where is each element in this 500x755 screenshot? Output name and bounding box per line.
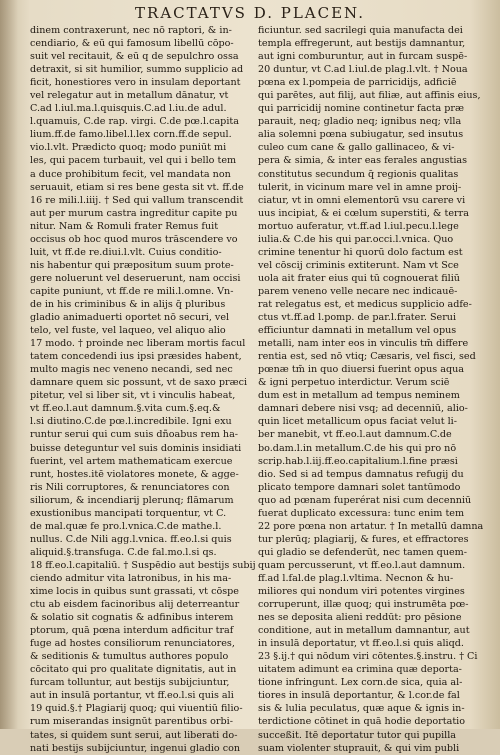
text-line: C.ad l.iul.ma.l.quisquis.C.ad l.iu.de adul. [30, 103, 227, 115]
text-line: alia solemni pœna subiugatur, sed insutus [258, 129, 464, 141]
text-line: ris Nili corruptores, & renunciatores con [30, 481, 230, 493]
text-line: ctus vt.ff.ad l.pomp. de par.l.frater. Serui [258, 312, 457, 324]
text-line: fuge ad hostes consiliorum renunciatores, [30, 638, 235, 650]
text-line: suam violenter stuprauit, & qui vim publi [258, 742, 460, 754]
text-line: nitur. Nam & Romuli frater Remus fuit [30, 220, 219, 232]
text-line: ciendo admitur vita latronibus, in his ma- [30, 572, 232, 584]
text-line: & solatio sit cognatis & adfinibus interem [30, 612, 234, 624]
text-line: furcam tolluntur, aut bestijs subijciuntur, [30, 677, 230, 689]
text-line: les, qui pacem turbauit, vel qui i bello tem [30, 155, 237, 167]
text-line: 17 modo. † proinde nec liberam mortis facul [30, 338, 246, 350]
text-line: bo.dam.l.in metallum.C.de his qui pro nō [258, 442, 457, 454]
text-line: cōcitato qui pro qualitate dignitatis, aut in [30, 664, 237, 676]
text-line: damnare quem sic possunt, vt de saxo præci [30, 377, 248, 389]
text-line: 20 duntur, vt C.ad l.iul.de plag.l.vlt. † Noua [258, 64, 468, 76]
text-line: parem veneno velle necare nec indicauē- [258, 285, 458, 297]
text-line: 22 pore pœna non artatur. † In metallū damna [258, 520, 484, 532]
text-line: uitatem adimunt ea crimina quæ deporta- [258, 664, 462, 676]
text-line: fuerint, vel artem mathematicam exercue [30, 455, 233, 467]
text-line: aliquid.§.transfuga. C.de fal.mo.l.si qs. [30, 546, 217, 558]
text-line: constitutus secundum q̄ regionis qualitas [258, 168, 459, 180]
text-line: ff.ad l.fal.de plag.l.vltima. Necnon & hu- [258, 572, 454, 584]
text-line: nis habentur qui præpositum suum prote- [30, 259, 234, 271]
text-line: iulia.& C.de his qui par.occi.l.vnica. Quo [258, 233, 454, 245]
text-line: l.si diutino.C.de pœ.l.incredibile. Igni exu [30, 416, 232, 428]
text-line: templa effregerunt, aut bestijs damnantur, [258, 38, 466, 50]
text-line: fuerat duplicato excessura: tunc enim tem [258, 507, 465, 519]
text-line: siliorum, & incendiarij plerunq; flāmarum [30, 494, 234, 506]
text-line: tiores in insulā deportantur, & l.cor.de fal [258, 690, 460, 702]
text-line: & igni perpetuo interdictur. Verum sciē [258, 377, 450, 389]
text-line: quin licet metallicum opus faciat velut li- [258, 416, 457, 428]
text-line: uola ait frater eius qui tū cognouerat filiū [258, 272, 460, 284]
text-line: suit vel recitauit, & eū q de sepulchro ossa [30, 51, 239, 63]
text-line: multo magis nec veneno necandi, sed nec [30, 364, 233, 376]
text-line: succeßit. Itē deportatur tutor qui pupilla [258, 729, 457, 741]
text-line: telo, vel fuste, vel laqueo, vel aliquo alio [30, 325, 226, 337]
text-line: parauit, neq; gladio neq; ignibus neq; vlla [258, 116, 462, 128]
text-line: dinem contraxerunt, nec nō raptori, & in- [30, 25, 232, 36]
text-line: capite puniunt, vt ff.de re mili.l.omne. Vn- [30, 285, 234, 297]
text-line: pœna ex l.pompeia de parricidijs, adficiē [258, 77, 457, 89]
text-line: pera & simia, & inter eas ferales angustias [258, 155, 468, 167]
text-line: mortuo auferatur, vt.ff.ad l.iul.pecu.l.lege [258, 220, 459, 232]
text-line: l.quamuis, C.de rap. virgi. C.de pœ.l.capita [30, 116, 239, 128]
text-line: 16 re mili.l.iiij. † Sed qui vallum transcendit [30, 194, 244, 206]
running-head: TRACTATVS D. PLACEN. [135, 4, 365, 22]
text-line: 23 §.ij.† qui nōdum viri cōtentes.§.instru. † Ci [258, 651, 478, 663]
text-line: corruperunt, illæ quoq; qui instrumēta pœ- [258, 599, 469, 611]
text-line: tulerit, in vicinum mare vel in amne proij- [258, 181, 462, 193]
text-line: dio. Sed si ad tempus damnatus refugij du [258, 468, 464, 480]
text-line: xime locis in quibus sunt grassati, vt cōspe [30, 586, 239, 598]
text-line: gere noluerunt vel deseruerunt, nam occisi [30, 272, 241, 284]
text-line: metalli, nam inter eos in vinculis tm̄ differe [258, 338, 469, 350]
text-line: buisse deteguntur vel suis dominis insidiati [30, 442, 242, 454]
text-line: gladio animaduerti oportet nō securi, vel [30, 312, 230, 324]
text-line: pitetur, vel si liber sit, vt i vinculis habeat, [30, 390, 236, 402]
text-line: qui gladio se defenderūt, nec tamen quem- [258, 546, 468, 558]
text-line: tates, si quidem sunt serui, aut liberati do- [30, 729, 238, 741]
text-line: quo ad pœnam fuperérat nisi cum decenniū [258, 494, 472, 506]
text-line: a duce prohibitum fecit, vel mandata non [30, 168, 231, 180]
text-line: qui parricidij nomine continetur facta præ [258, 103, 465, 115]
text-line: aut in insulā portantur, vt ff.eo.l.si quis ali [30, 690, 234, 702]
text-line: scrip.hab.l.iij.ff.eo.capitalium.l.fine præsi [258, 455, 458, 467]
text-line: ptorum, quā pœna interdum adficitur traf [30, 625, 234, 637]
text-line: ber manebit, vt ff.eo.l.aut damnum.C.de [258, 429, 452, 441]
text-line: ficiuntur. sed sacrilegi quia manufacta dei [258, 25, 463, 36]
text-line: vio.l.vlt. Prædicto quoq; modo puniūt mi [30, 142, 227, 154]
text-line: quam percusserunt, vt ff.eo.l.aut damnum. [258, 559, 466, 571]
text-line: efficiuntur damnati in metallum vel opus [258, 325, 457, 337]
text-line: rum miserandas insignūt parentibus orbi- [30, 716, 233, 728]
text-line: crimine tenentur hi quorū dolo factum est [258, 246, 463, 258]
text-line: pœnæ tm̄ in quo diuersi fuerint opus aqua [258, 364, 464, 376]
text-line: nullus. C.de Nili agg.l.vnica. ff.eo.l.si quis [30, 533, 232, 545]
text-line: detraxit, si sit humilior, summo supplicio ad [30, 64, 244, 76]
text-line: ciatur, vt in omni elementorū vsu carere vi [258, 194, 466, 206]
text-line: sis & lulia peculatus, quæ aque & ignis in- [258, 703, 465, 715]
binding-shadow [0, 0, 18, 729]
text-line: vel cōscij criminis extiterunt. Nam vt Sce [258, 259, 459, 271]
text-line: rat relegatus est, et medicus supplicio adfe- [258, 298, 472, 310]
text-line: conditione, aut in metallum damnantur, aut [258, 625, 470, 637]
text-line: plicato tempore damnari solet tantūmodo [258, 481, 461, 493]
text-line: de mal.quæ fe pro.l.vnica.C.de mathe.l. [30, 520, 222, 532]
text-line: exustionibus mancipati torquentur, vt C. [30, 507, 227, 519]
text-line: uus incipiat, & ei cœlum superstiti, & terra [258, 207, 469, 219]
text-line: lium.ff.de famo.libel.l.lex corn.ff.de sepul. [30, 129, 232, 141]
text-line: ficit, honestiores vero in insulam deportant [30, 77, 241, 89]
text-line: cendiario, & eū qui famosum libellū cōpo- [30, 38, 234, 50]
text-line: 18 ff.eo.l.capitaliū. † Suspēdio aut bestijs subij [30, 559, 256, 571]
text-line: culeo cum cane & gallo gallinaceo, & vi- [258, 142, 455, 154]
text-line: runt, hostes.itē violatores monete, & agge- [30, 468, 239, 480]
text-line: tur plerūq; plagiarij, & fures, et effractores [258, 533, 469, 545]
right-column [258, 24, 484, 755]
text-line: 19 quid.§.† Plagiarij quoq; qui viuentiū filio- [30, 703, 243, 715]
text-line: nati bestijs subijciuntur, ingenui gladio con [30, 742, 241, 754]
text-line: terdictione cōtinet in quā hodie deportatio [258, 716, 466, 728]
text-line: in insulā deportatur, vt ff.eo.l.si quis aliqd. [258, 638, 464, 650]
text-line: rentia est, sed nō vtiq; Cæsaris, vel fisci, sed [258, 351, 476, 363]
text-line: damnari debere nisi vsq; ad decenniū, alio- [258, 403, 468, 415]
text-line: qui parētes, aut filij, aut filiæ, aut affinis eius, [258, 90, 481, 102]
text-line: de in his criminibus & in alijs q̄ pluribus [30, 298, 226, 310]
text-line: aut igni comburuntur, aut in furcam suspē- [258, 51, 468, 63]
text-line: miliores qui nondum viri potentes virgines [258, 586, 465, 598]
text-line: luit, vt ff.de re.diui.l.vlt. Cuius conditio- [30, 246, 222, 258]
text-line: vt ff.eo.l.aut damnum.§.vita cum.§.eq.& [30, 403, 221, 415]
text-line: tione infringunt. Lex corn.de sica, quia al- [258, 677, 463, 689]
text-line: aut per murum castra ingreditur capite pu [30, 207, 238, 219]
text-line: vel relegatur aut in metallum dānatur, vt [30, 90, 229, 102]
text-line: & seditionis & tumultus authores populo [30, 651, 229, 663]
text-line: nes se deposita alieni reddūt: pro pēsione [258, 612, 462, 624]
text-line: runtur serui qui cum suis dñoabus rem ha- [30, 429, 239, 441]
text-line: tatem concedendi ius ipsi præsides habent, [30, 351, 242, 363]
text-line: ctu ab eisdem facinoribus alij deterreantur [30, 599, 240, 611]
text-line: seruauit, etiam si res bene gesta sit vt. ff.de [30, 181, 244, 193]
text-line: occisus ob hoc quod muros trāscendere vo [30, 233, 238, 245]
left-column [30, 24, 256, 755]
text-line: dum est in metallum ad tempus neminem [258, 390, 460, 402]
